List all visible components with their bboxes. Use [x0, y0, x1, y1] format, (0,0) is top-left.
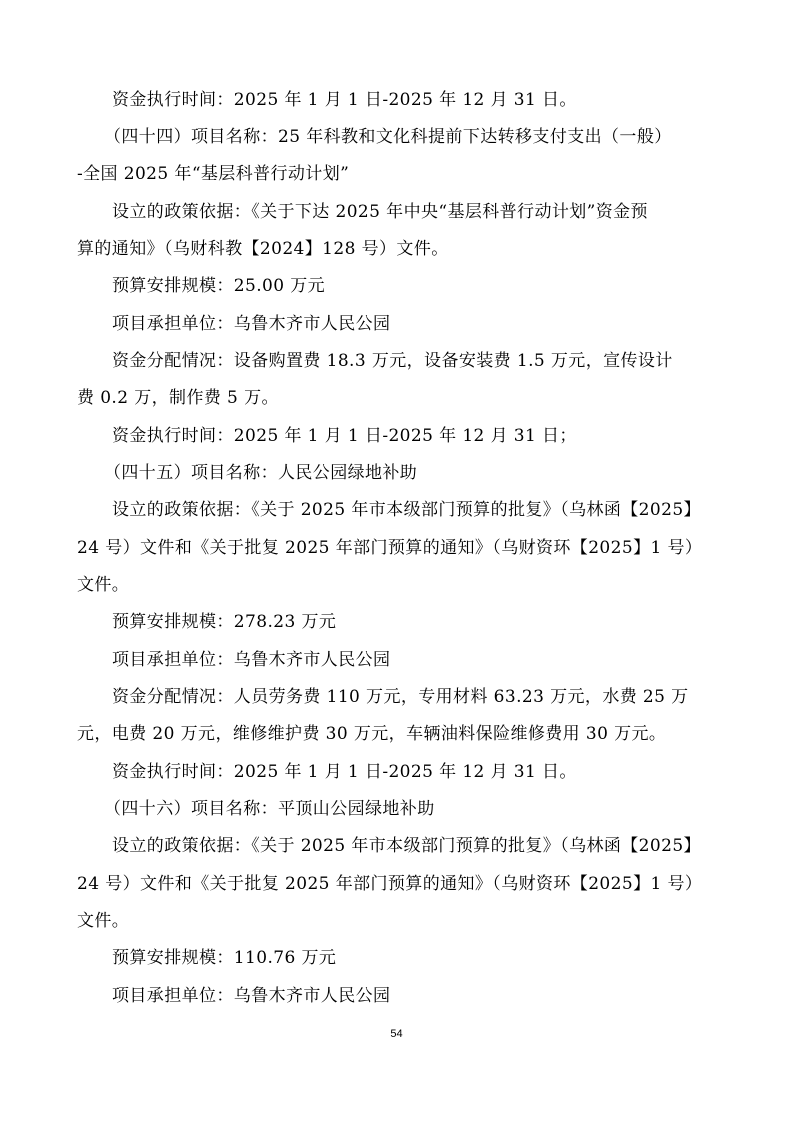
paragraph-line: 24 号）文件和《关于批复 2025 年部门预算的通知》（乌财资环【2025】1 号）	[77, 538, 703, 558]
paragraph-line: 预算安排规模：25.00 万元	[112, 276, 326, 296]
paragraph-line: 费 0.2 万，制作费 5 万。	[77, 388, 279, 408]
section-heading-45: （四十五）项目名称：人民公园绿地补助	[104, 463, 418, 483]
paragraph-line: 资金执行时间：2025 年 1 月 1 日-2025 年 12 月 31 日。	[112, 90, 577, 110]
paragraph-line: 文件。	[77, 911, 130, 931]
paragraph-line: 项目承担单位：乌鲁木齐市人民公园	[112, 986, 391, 1006]
section-heading-46: （四十六）项目名称：平顶山公园绿地补助	[104, 799, 435, 819]
paragraph-line: 资金执行时间：2025 年 1 月 1 日-2025 年 12 月 31 日；	[112, 426, 577, 446]
paragraph-line: 设立的政策依据：《关于 2025 年市本级部门预算的批复》（乌林函【2025】	[112, 836, 701, 856]
page-number: 54	[390, 1028, 403, 1040]
paragraph-line: 24 号）文件和《关于批复 2025 年部门预算的通知》（乌财资环【2025】1 号）	[77, 874, 703, 894]
paragraph-line: 预算安排规模：110.76 万元	[112, 948, 337, 968]
paragraph-line: 项目承担单位：乌鲁木齐市人民公园	[112, 314, 391, 334]
paragraph-line: 项目承担单位：乌鲁木齐市人民公园	[112, 650, 391, 670]
paragraph-line: 元，电费 20 万元，维修维护费 30 万元，车辆油料保险维修费用 30 万元。	[77, 724, 667, 744]
paragraph-line: 文件。	[77, 575, 130, 595]
paragraph-line: 预算安排规模：278.23 万元	[112, 612, 337, 632]
paragraph-line: 设立的政策依据：《关于下达 2025 年中央“基层科普行动计划”资金预	[112, 202, 648, 222]
paragraph-line: 算的通知》（乌财科教【2024】128 号）文件。	[77, 239, 449, 259]
paragraph-line: 设立的政策依据：《关于 2025 年市本级部门预算的批复》（乌林函【2025】	[112, 500, 701, 520]
paragraph-line: -全国 2025 年“基层科普行动计划”	[77, 164, 350, 184]
paragraph-line: 资金分配情况：人员劳务费 110 万元，专用材料 63.23 万元，水费 25 万	[112, 687, 689, 707]
section-heading-44: （四十四）项目名称：25 年科教和文化科提前下达转移支付支出（一般）	[104, 127, 672, 147]
paragraph-line: 资金分配情况：设备购置费 18.3 万元，设备安装费 1.5 万元，宣传设计	[112, 351, 673, 371]
paragraph-line: 资金执行时间：2025 年 1 月 1 日-2025 年 12 月 31 日。	[112, 762, 577, 782]
